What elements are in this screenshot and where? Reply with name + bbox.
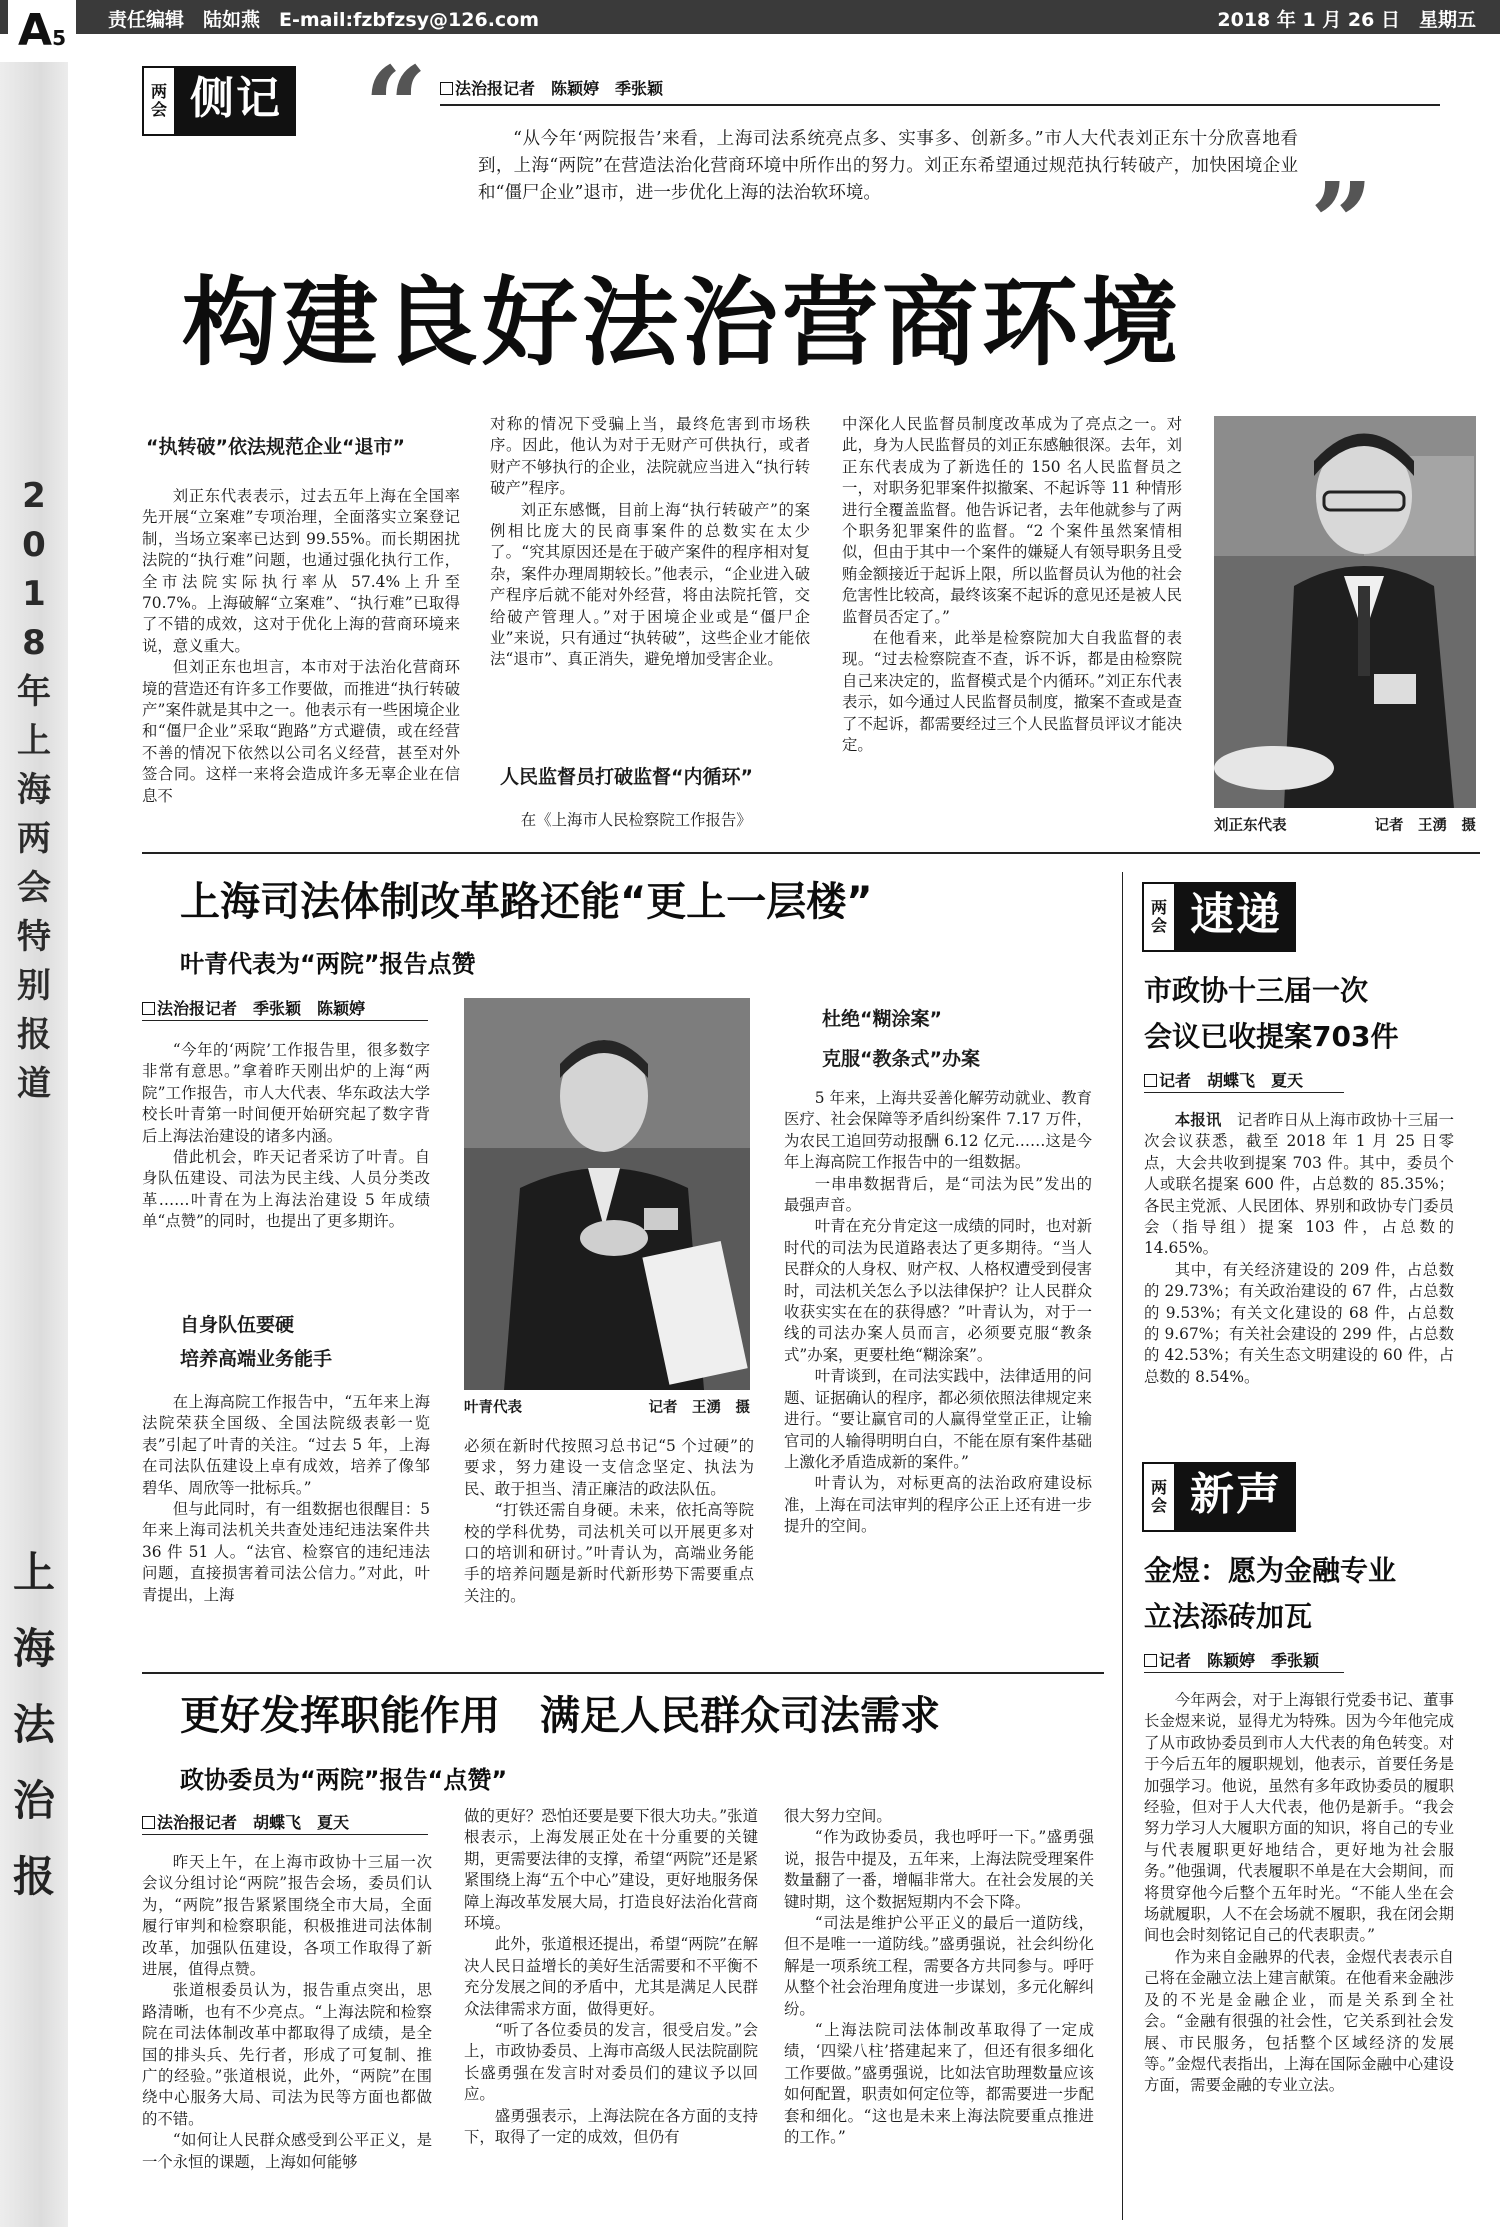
page-letter: A: [18, 5, 53, 56]
caption-text: 刘正东代表: [1214, 818, 1287, 834]
paragraph: “听了各位委员的发言，很受启发。”会上，市政协委员、上海市高级人民法院副院长盛勇强在发言时对委员们的建议予以回应。: [464, 2021, 758, 2104]
photo-ye-qing: [464, 998, 750, 1390]
page-header-bar: [0, 0, 1500, 34]
photo-caption-liu: [1214, 814, 1476, 836]
story2-subhead-2a: 杜绝“糊涂案”: [822, 1008, 942, 1030]
right-body-1: [1144, 1110, 1454, 1388]
paragraph: 一串串数据背后，是“司法为民”发出的最强声音。: [784, 1174, 1092, 1215]
right-byline-1: [1144, 1068, 1303, 1091]
paragraph: “作为政协委员，我也呼吁一下。”盛勇强说，报告中提及，五年来，上海法院受理案件数量翻了一番，增幅非常大。在社会发展的关键时期，这个数据短期内不会下降。: [784, 1828, 1094, 1911]
byline-box-icon: [1144, 1074, 1157, 1087]
lead-byline-text: 法治报记者 陈颖婷 季张颖: [455, 79, 664, 98]
page-number: [8, 0, 76, 62]
divider: [1144, 1092, 1344, 1093]
right-byline-2-text: 记者 陈颖婷 季张颖: [1159, 1651, 1320, 1670]
divider: [142, 1020, 428, 1021]
paragraph: “司法是维护公平正义的最后一道防线，但不是唯一一道防线。”盛勇强说，社会纠纷化解是一项系统工程，需要各方共同参与。呼吁从整个社会治理角度进一步谋划，多元化解纠纷。: [784, 1914, 1094, 2018]
divider: [142, 1672, 1104, 1674]
close-quote-icon: ”: [1310, 158, 1374, 287]
story2-col-1: [142, 1040, 430, 1233]
section-badge-xinsheng: [1142, 1462, 1296, 1532]
divider: [440, 104, 1440, 106]
paragraph: “上海法院司法体制改革取得了一定成绩，‘四梁八柱’搭建起来了，但还有很多细化工作要做。”盛勇强说，比如法官助理数量应该如何配置，职责如何定位等，都需要进一步配套和细化。“这也是未来上海法院要重点推进的工作。”: [784, 2021, 1094, 2147]
story2-byline: [142, 996, 365, 1019]
story2-col-2: [464, 1436, 754, 1607]
paragraph: 在上海高院工作报告中，“五年来上海法院荣获全国级、全国法院级表彰一览表”引起了叶青的关注。“过去 5 年，上海在司法队伍建设上卓有成效，培养了像邹碧华、周欣等一批标兵。”: [142, 1393, 430, 1497]
paragraph: 但刘正东也坦言，本市对于法治化营商环境的营造还有许多工作要做，而推进“执行转破产”案件就是其中之一。他表示有一些困境企业和“僵尸企业”采取“跑路”方式避债，或在经营不善的情况下依然以公司名义经营，甚至对外签合同。这样一来将会造成许多无辜企业在信息不: [142, 658, 460, 805]
right-headline-2b: 立法添砖加瓦: [1144, 1600, 1313, 1633]
section-badge-sudi: [1142, 882, 1296, 952]
story2-headline: 上海司法体制改革路还能“更上一层楼”: [180, 879, 873, 925]
paragraph: “今年的‘两院’工作报告里，很多数字非常有意思。”拿着昨天刚出炉的上海“两院”工作报告，市人大代表、华东政法大学校长叶青第一时间便开始研究起了数字背后上海法治建设的诸多内涵。: [142, 1041, 430, 1145]
lead-col-1: [142, 486, 460, 807]
paragraph: 很大努力空间。: [784, 1807, 892, 1825]
lead-col-3: [842, 414, 1182, 757]
badge-small-text: 两会: [1144, 1464, 1178, 1530]
portrait-image: [1214, 416, 1476, 808]
badge-small-text: 两会: [144, 68, 178, 134]
byline-box-icon: [440, 82, 453, 95]
paragraph: 张道根委员认为，报告重点突出，思路清晰，也有不少亮点。“上海法院和检察院在司法体制改革中都取得了成绩，是全国的排头兵、先行者，形成了可复制、推广的经验。”张道根说，此外，“两院”在围绕中心服务大局、司法为民等方面也都做的不错。: [142, 1981, 432, 2128]
issue-date: 2018 年 1 月 26 日 星期五: [1217, 9, 1476, 31]
paragraph: 借此机会，昨天记者采访了叶青。自身队伍建设、司法为民主线、人员分类改革……叶青在为上海法治建设 5 年成绩单“点赞”的同时，也提出了更多期许。: [142, 1148, 430, 1231]
sidebar-newspaper-name: 上海法治报: [12, 1548, 55, 1901]
story2-subhead-1a: 自身队伍要硬: [180, 1314, 295, 1336]
paragraph: 但与此同时，有一组数据也很醒目：5 年来上海司法机关共查处违纪违法案件共 36 件 51 人。“法官、检察官的违纪违法问题，直接损害着司法公信力。”对此，叶青提出，上海: [142, 1500, 430, 1604]
divider: [142, 852, 1480, 854]
story2-subhead-2b: 克服“教条式”办案: [822, 1048, 980, 1070]
paragraph: “如何让人民群众感受到公平正义，是一个永恒的课题，上海如何能够: [142, 2131, 432, 2171]
story2-col-3: [784, 1088, 1092, 1538]
story3-col-2: [464, 1806, 758, 2149]
paragraph: [1144, 1110, 1454, 1260]
paragraph: 在《上海市人民检察院工作报告》: [520, 811, 752, 829]
byline-box-icon: [1144, 1654, 1157, 1667]
lead-intro: “从今年‘两院报告’来看，上海司法系统亮点多、实事多、创新多。”市人大代表刘正东十分欣喜地看到，上海“两院”在营造法治化营商环境中所作出的努力。刘正东希望通过规范执行转破产，加快困境企业和“僵尸企业”退市，进一步优化上海的法治软环境。: [478, 129, 1298, 203]
sidebar-special-report-title: 2018年上海两会特别报道: [17, 476, 51, 1104]
paragraph: 在他看来，此举是检察院加大自我监督的表现。“过去检察院查不查，诉不诉，都是由检察院自己来决定的，监督模式是个内循环。”刘正东代表表示，如今通过人民监督员制度，撤案不查或是查了不起诉，都需要经过三个人民监督员评议才能决定。: [842, 629, 1182, 755]
paragraph: 盛勇强表示，上海法院在各方面的支持下，取得了一定的成效，但仍有: [464, 2106, 758, 2147]
story3-headline: 更好发挥职能作用 满足人民群众司法需求: [180, 1693, 940, 1739]
story2-subhead: 叶青代表为“两院”报告点赞: [180, 950, 476, 978]
right-headline-1b: 会议已收提案703件: [1144, 1020, 1399, 1053]
lead-col-2: [490, 414, 810, 671]
caption-credit: 记者 王湧 摄: [1374, 818, 1476, 834]
paragraph: 昨天上午，在上海市政协十三届一次会议分组讨论“两院”报告会场，委员们认为，“两院”报告紧紧围绕全市大局，全面履行审判和检察职能，积极推进司法体制改革，加强队伍建设，各项工作取得了新进展，值得点赞。: [142, 1853, 432, 1979]
divider: [1144, 1672, 1344, 1673]
badge-small-text: 两会: [1144, 884, 1178, 950]
story2-col-1b: [142, 1392, 430, 1606]
photo-liu-zhengdong: [1214, 416, 1476, 808]
right-body-2: [1144, 1690, 1454, 2097]
story3-byline-text: 法治报记者 胡蝶飞 夏天: [157, 1813, 350, 1832]
lead-headline: 构建良好法治营商环境: [182, 267, 1182, 379]
editor-info: 责任编辑 陆如燕 E-mail:fzbfzsy@126.com: [108, 9, 540, 31]
paragraph: 叶青在充分肯定这一成绩的同时，也对新时代的司法为民道路表达了更多期待。“当人民群众的人身权、财产权、人格权遭受到侵害时，司法机关怎么予以法律保护？让人民群众收获实实在在的获得感？”叶青认为，对于一线的司法办案人员而言，必须要克服“教条式”办案，更要杜绝“糊涂案”。: [784, 1217, 1092, 1364]
badge-big-text: 速递: [1178, 884, 1294, 950]
right-byline-2: [1144, 1648, 1319, 1671]
photo-caption-ye: [464, 1396, 750, 1418]
lead-byline: [440, 76, 663, 99]
paragraph: 其中，有关经济建设的 209 件，占总数的 29.73%；有关政治建设的 67 件，占总数的 9.53%；有关文化建设的 68 件，占总数的 9.67%；有关社会建设的 299 件，占总数的 42.53%；有关生态文明建设的 60 件，占总数的 8.54%。: [1144, 1260, 1454, 1386]
section-badge-cexie: [142, 66, 296, 136]
paragraph: 作为来自金融界的代表，金煜代表表示自己将在金融立法上建言献策。在他看来金融涉及的不光是金融企业，而是关系到全社会。“金融有很强的社会性，它关系到社会发展、市民服务，包括整个区域经济的发展等。”金煜代表指出，上海在国际金融中心建设方面，需要金融的专业立法。: [1144, 1947, 1454, 2095]
paragraph: 做的更好？恐怕还要是要下很大功夫。”张道根表示，上海发展正处在十分重要的关键期，更需要法律的支撑，希望“两院”还是紧紧围绕上海“五个中心”建设，更好地服务保障上海改革发展大局，打造良好法治化营商环境。: [464, 1807, 758, 1933]
story3-col-1: [142, 1852, 432, 2173]
caption-credit: 记者 王湧 摄: [648, 1400, 750, 1416]
paragraph: 今年两会，对于上海银行党委书记、董事长金煜来说，显得尤为特殊。因为今年他完成了从市政协委员到市人大代表的角色转变。对于今后五年的履职规划，他表示，首要任务是加强学习。他说，虽然有多年政协委员的履职经验，但对于人大代表，他仍是新手。“我会努力学习人大履职方面的知识，将自己的专业与代表履职更好地结合，更好地为社会服务。”他强调，代表履职不单是在大会期间，而将贯穿他今后整个五年时光。“不能人坐在会场就履职，人不在会场就不履职，我在闭会期间也会时刻铭记自己的代表职责。”: [1144, 1691, 1454, 1945]
story3-col-3: [784, 1806, 1094, 2149]
paragraph: 刘正东感慨，目前上海“执行转破产”的案例相比庞大的民商事案件的总数实在太少了。“究其原因还是在于破产案件的程序相对复杂，案件办理周期较长。”他表示，“企业进入破产程序后就不能对外经营，将由法院托管，交给破产管理人。”对于困境企业或是“僵尸企业”来说，只有通过“执转破”，这些企业才能依法“退市”、真正消失，避免增加受害企业。: [490, 500, 810, 669]
paragraph: 中深化人民监督员制度改革成为了亮点之一。对此，身为人民监督员的刘正东感触很深。去年，刘正东代表成为了新选任的 150 名人民监督员之一，对职务犯罪案件拟撤案、不起诉等 11 种情形进行全覆盖监督。他告诉记者，去年他就参与了两个职务犯罪案件的监督。“2 个案件虽然案情相似，但由于其中一个案件的嫌疑人有领导职务且受贿金额接近于起诉上限，所以监督员认为他的社会危害性比较高，最终该案不起诉的意见还是被人民监督员否定了。”: [842, 415, 1182, 626]
paragraph: 叶青认为，对标更高的法治政府建设标准，上海在司法审判的程序公正上还有进一步提升的空间。: [784, 1474, 1092, 1536]
lead-subhead-1: “执转破”依法规范企业“退市”: [146, 436, 405, 458]
paragraph-text: 记者昨日从上海市政协十三届一次会议获悉，截至 2018 年 1 月 25 日零点，大会共收到提案 703 件。其中，委员个人或联名提案 600 件，占总数的 85.35%；各民主党派、人民团体、界别和政协专门委员会（指导组）提案 103 件，占总数的 14.65%。: [1144, 1111, 1454, 1258]
story2-byline-text: 法治报记者 季张颖 陈颖婷: [157, 999, 366, 1018]
open-quote-icon: “: [364, 42, 428, 171]
lead-tag: 本报讯: [1174, 1111, 1222, 1129]
right-byline-1-text: 记者 胡蝶飞 夏天: [1159, 1071, 1304, 1090]
story3-subhead: 政协委员为“两院”报告“点赞”: [180, 1766, 508, 1794]
paragraph: 此外，张道根还提出，希望“两院”在解决人民日益增长的美好生活需要和不平衡不充分发展之间的矛盾中，尤其是满足人民群众法律需求方面，做得更好。: [464, 1935, 758, 2018]
column-divider: [1122, 872, 1123, 2220]
byline-box-icon: [142, 1002, 155, 1015]
lead-subhead-2: 人民监督员打破监督“内循环”: [500, 766, 753, 788]
byline-box-icon: [142, 1816, 155, 1829]
right-headline-1a: 市政协十三届一次: [1144, 974, 1369, 1007]
paragraph: 刘正东代表表示，过去五年上海在全国率先开展“立案难”专项治理，全面落实立案登记制，当场立案率已达到 99.55%。而长期困扰法院的“执行难”问题，也通过强化执行工作，全市法院实际执行率从 57.4%上升至 70.7%。上海破解“立案难”、“执行难”已取得了不错的成效，这对于优化上海的营商环境来说，意义重大。: [142, 487, 460, 655]
badge-big-text: 侧记: [178, 68, 294, 134]
page-digit: 5: [52, 26, 66, 50]
story3-byline: [142, 1810, 349, 1833]
lead-col-2-tail: [490, 810, 810, 831]
paragraph: 叶青谈到，在司法实践中，法律适用的问题、证据确认的程序，都必须依照法律规定来进行。“要让赢官司的人赢得堂堂正正，让输官司的人输得明明白白，不能在原有案件基础上激化矛盾造成新的案件。”: [784, 1367, 1092, 1471]
badge-big-text: 新声: [1178, 1464, 1294, 1530]
paragraph: “打铁还需自身硬。未来，依托高等院校的学科优势，司法机关可以开展更多对口的培训和研讨。”叶青认为，高端业务能手的培养问题是新时代新形势下需要重点关注的。: [464, 1501, 754, 1605]
paragraph: 对称的情况下受骗上当，最终危害到市场秩序。因此，他认为对于无财产可供执行，或者财产不够执行的企业，法院就应当进入“执行转破产”程序。: [490, 415, 810, 498]
paragraph: 必须在新时代按照习总书记“5 个过硬”的要求，努力建设一支信念坚定、执法为民、敢于担当、清正廉洁的政法队伍。: [464, 1437, 754, 1498]
paragraph: 5 年来，上海共妥善化解劳动就业、教育医疗、社会保障等矛盾纠纷案件 7.17 万件，为农民工追回劳动报酬 6.12 亿元……这是今年上海高院工作报告中的一组数据。: [784, 1089, 1092, 1172]
caption-text: 叶青代表: [464, 1400, 522, 1416]
story2-subhead-1b: 培养高端业务能手: [180, 1348, 333, 1370]
portrait-image: [464, 998, 750, 1390]
divider: [142, 1834, 428, 1835]
right-headline-2a: 金煜：愿为金融专业: [1144, 1554, 1397, 1587]
